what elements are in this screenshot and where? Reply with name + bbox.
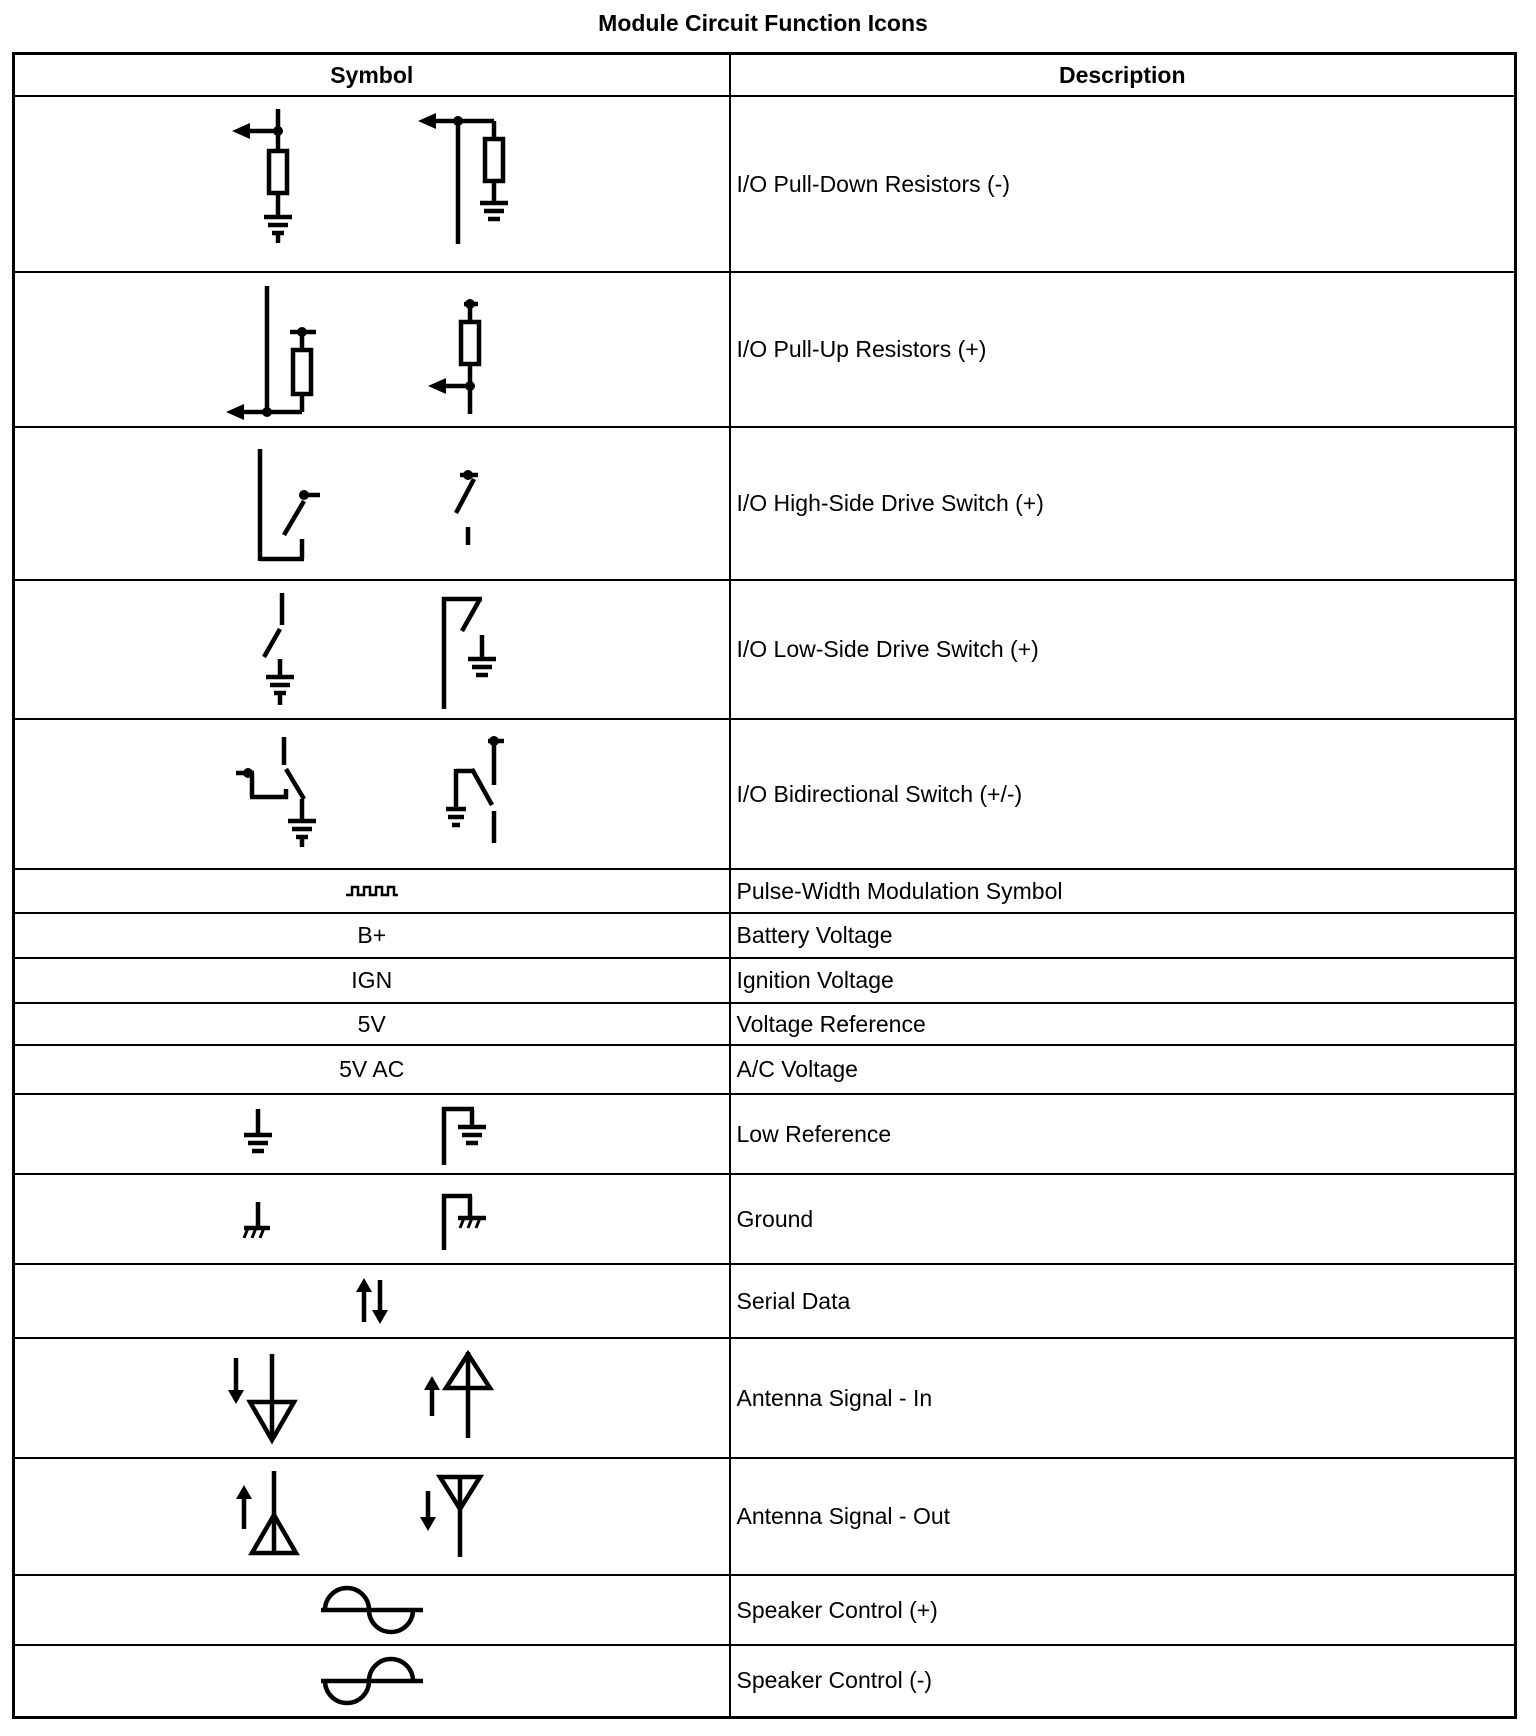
table-row bbox=[14, 1575, 1516, 1645]
low-side-switch-with-line-icon bbox=[372, 585, 562, 715]
description-cell: I/O Pull-Down Resistors (-) bbox=[730, 96, 1516, 272]
chassis-ground-icon bbox=[182, 1184, 372, 1254]
table-row bbox=[14, 580, 1516, 719]
table-row bbox=[14, 1264, 1516, 1338]
page-title: Module Circuit Function Icons bbox=[598, 10, 928, 36]
description-cell: Pulse-Width Modulation Symbol bbox=[730, 869, 1516, 913]
description-cell: Speaker Control (+) bbox=[730, 1575, 1516, 1645]
pull-up-resistor-icon bbox=[372, 280, 562, 420]
ac-voltage-symbol: 5V AC bbox=[339, 1056, 405, 1082]
battery-voltage-symbol: B+ bbox=[357, 922, 387, 948]
symbol-cell bbox=[14, 869, 730, 913]
symbol-cell bbox=[14, 427, 730, 580]
ignition-voltage-symbol: IGN bbox=[351, 967, 393, 993]
low-side-switch-icon bbox=[182, 585, 372, 715]
pull-up-resistor-with-line-icon bbox=[182, 280, 372, 420]
description-cell: Ignition Voltage bbox=[730, 958, 1516, 1003]
table-row bbox=[14, 1458, 1516, 1575]
bidirectional-switch-high-icon bbox=[372, 729, 562, 859]
description-cell: Voltage Reference bbox=[730, 1003, 1516, 1045]
description-cell: I/O Bidirectional Switch (+/-) bbox=[730, 719, 1516, 869]
table-row bbox=[14, 427, 1516, 580]
table-row bbox=[14, 913, 1516, 958]
description-cell: A/C Voltage bbox=[730, 1045, 1516, 1094]
symbol-cell bbox=[14, 580, 730, 719]
symbol-cell bbox=[14, 1338, 730, 1458]
bidirectional-switch-low-icon bbox=[182, 729, 372, 859]
symbol-cell bbox=[14, 1458, 730, 1575]
symbol-cell bbox=[14, 913, 730, 958]
description-cell: Low Reference bbox=[730, 1094, 1516, 1174]
table-row bbox=[14, 719, 1516, 869]
symbol-cell bbox=[14, 1003, 730, 1045]
antenna-out-down-icon bbox=[372, 1467, 562, 1567]
pull-down-resistor-with-line-icon bbox=[372, 109, 562, 259]
table-row bbox=[14, 1645, 1516, 1717]
table-row bbox=[14, 1045, 1516, 1094]
description-cell: Ground bbox=[730, 1174, 1516, 1264]
description-column-header: Description bbox=[730, 54, 1516, 97]
symbol-cell bbox=[14, 1174, 730, 1264]
table-row bbox=[14, 96, 1516, 272]
symbol-cell bbox=[14, 1575, 730, 1645]
symbol-cell bbox=[14, 96, 730, 272]
description-cell: I/O Low-Side Drive Switch (+) bbox=[730, 580, 1516, 719]
symbol-cell bbox=[14, 1045, 730, 1094]
description-cell: I/O High-Side Drive Switch (+) bbox=[730, 427, 1516, 580]
pwm-pulse-icon bbox=[277, 881, 467, 901]
high-side-switch-icon bbox=[372, 439, 562, 569]
symbol-cell bbox=[14, 1645, 730, 1717]
description-cell: Battery Voltage bbox=[730, 913, 1516, 958]
symbol-cell bbox=[14, 958, 730, 1003]
low-reference-ground-with-line-icon bbox=[372, 1099, 562, 1169]
description-cell: Serial Data bbox=[730, 1264, 1516, 1338]
antenna-in-up-icon bbox=[372, 1348, 562, 1448]
description-cell: Antenna Signal - In bbox=[730, 1338, 1516, 1458]
table-row bbox=[14, 1003, 1516, 1045]
table-row bbox=[14, 1094, 1516, 1174]
symbol-cell bbox=[14, 1094, 730, 1174]
table-row bbox=[14, 869, 1516, 913]
low-reference-ground-icon bbox=[182, 1099, 372, 1169]
table-header-row bbox=[14, 54, 1516, 97]
description-cell: I/O Pull-Up Resistors (+) bbox=[730, 272, 1516, 427]
table-row bbox=[14, 1174, 1516, 1264]
sine-wave-positive-icon bbox=[277, 1582, 467, 1638]
chassis-ground-with-line-icon bbox=[372, 1184, 562, 1254]
pull-down-resistor-icon bbox=[182, 109, 372, 259]
antenna-in-down-icon bbox=[182, 1348, 372, 1448]
sine-wave-negative-icon bbox=[277, 1653, 467, 1709]
symbol-column-header: Symbol bbox=[14, 54, 730, 97]
table-row bbox=[14, 958, 1516, 1003]
symbol-cell bbox=[14, 719, 730, 869]
table-row bbox=[14, 272, 1516, 427]
voltage-reference-symbol: 5V bbox=[357, 1010, 386, 1037]
symbol-cell bbox=[14, 272, 730, 427]
serial-data-arrows-icon bbox=[277, 1276, 467, 1326]
high-side-switch-with-line-icon bbox=[182, 439, 372, 569]
description-cell: Speaker Control (-) bbox=[730, 1645, 1516, 1717]
antenna-out-up-icon bbox=[182, 1467, 372, 1567]
table-row bbox=[14, 1338, 1516, 1458]
symbol-cell bbox=[14, 1264, 730, 1338]
description-cell: Antenna Signal - Out bbox=[730, 1458, 1516, 1575]
circuit-icons-table bbox=[12, 52, 1517, 1719]
